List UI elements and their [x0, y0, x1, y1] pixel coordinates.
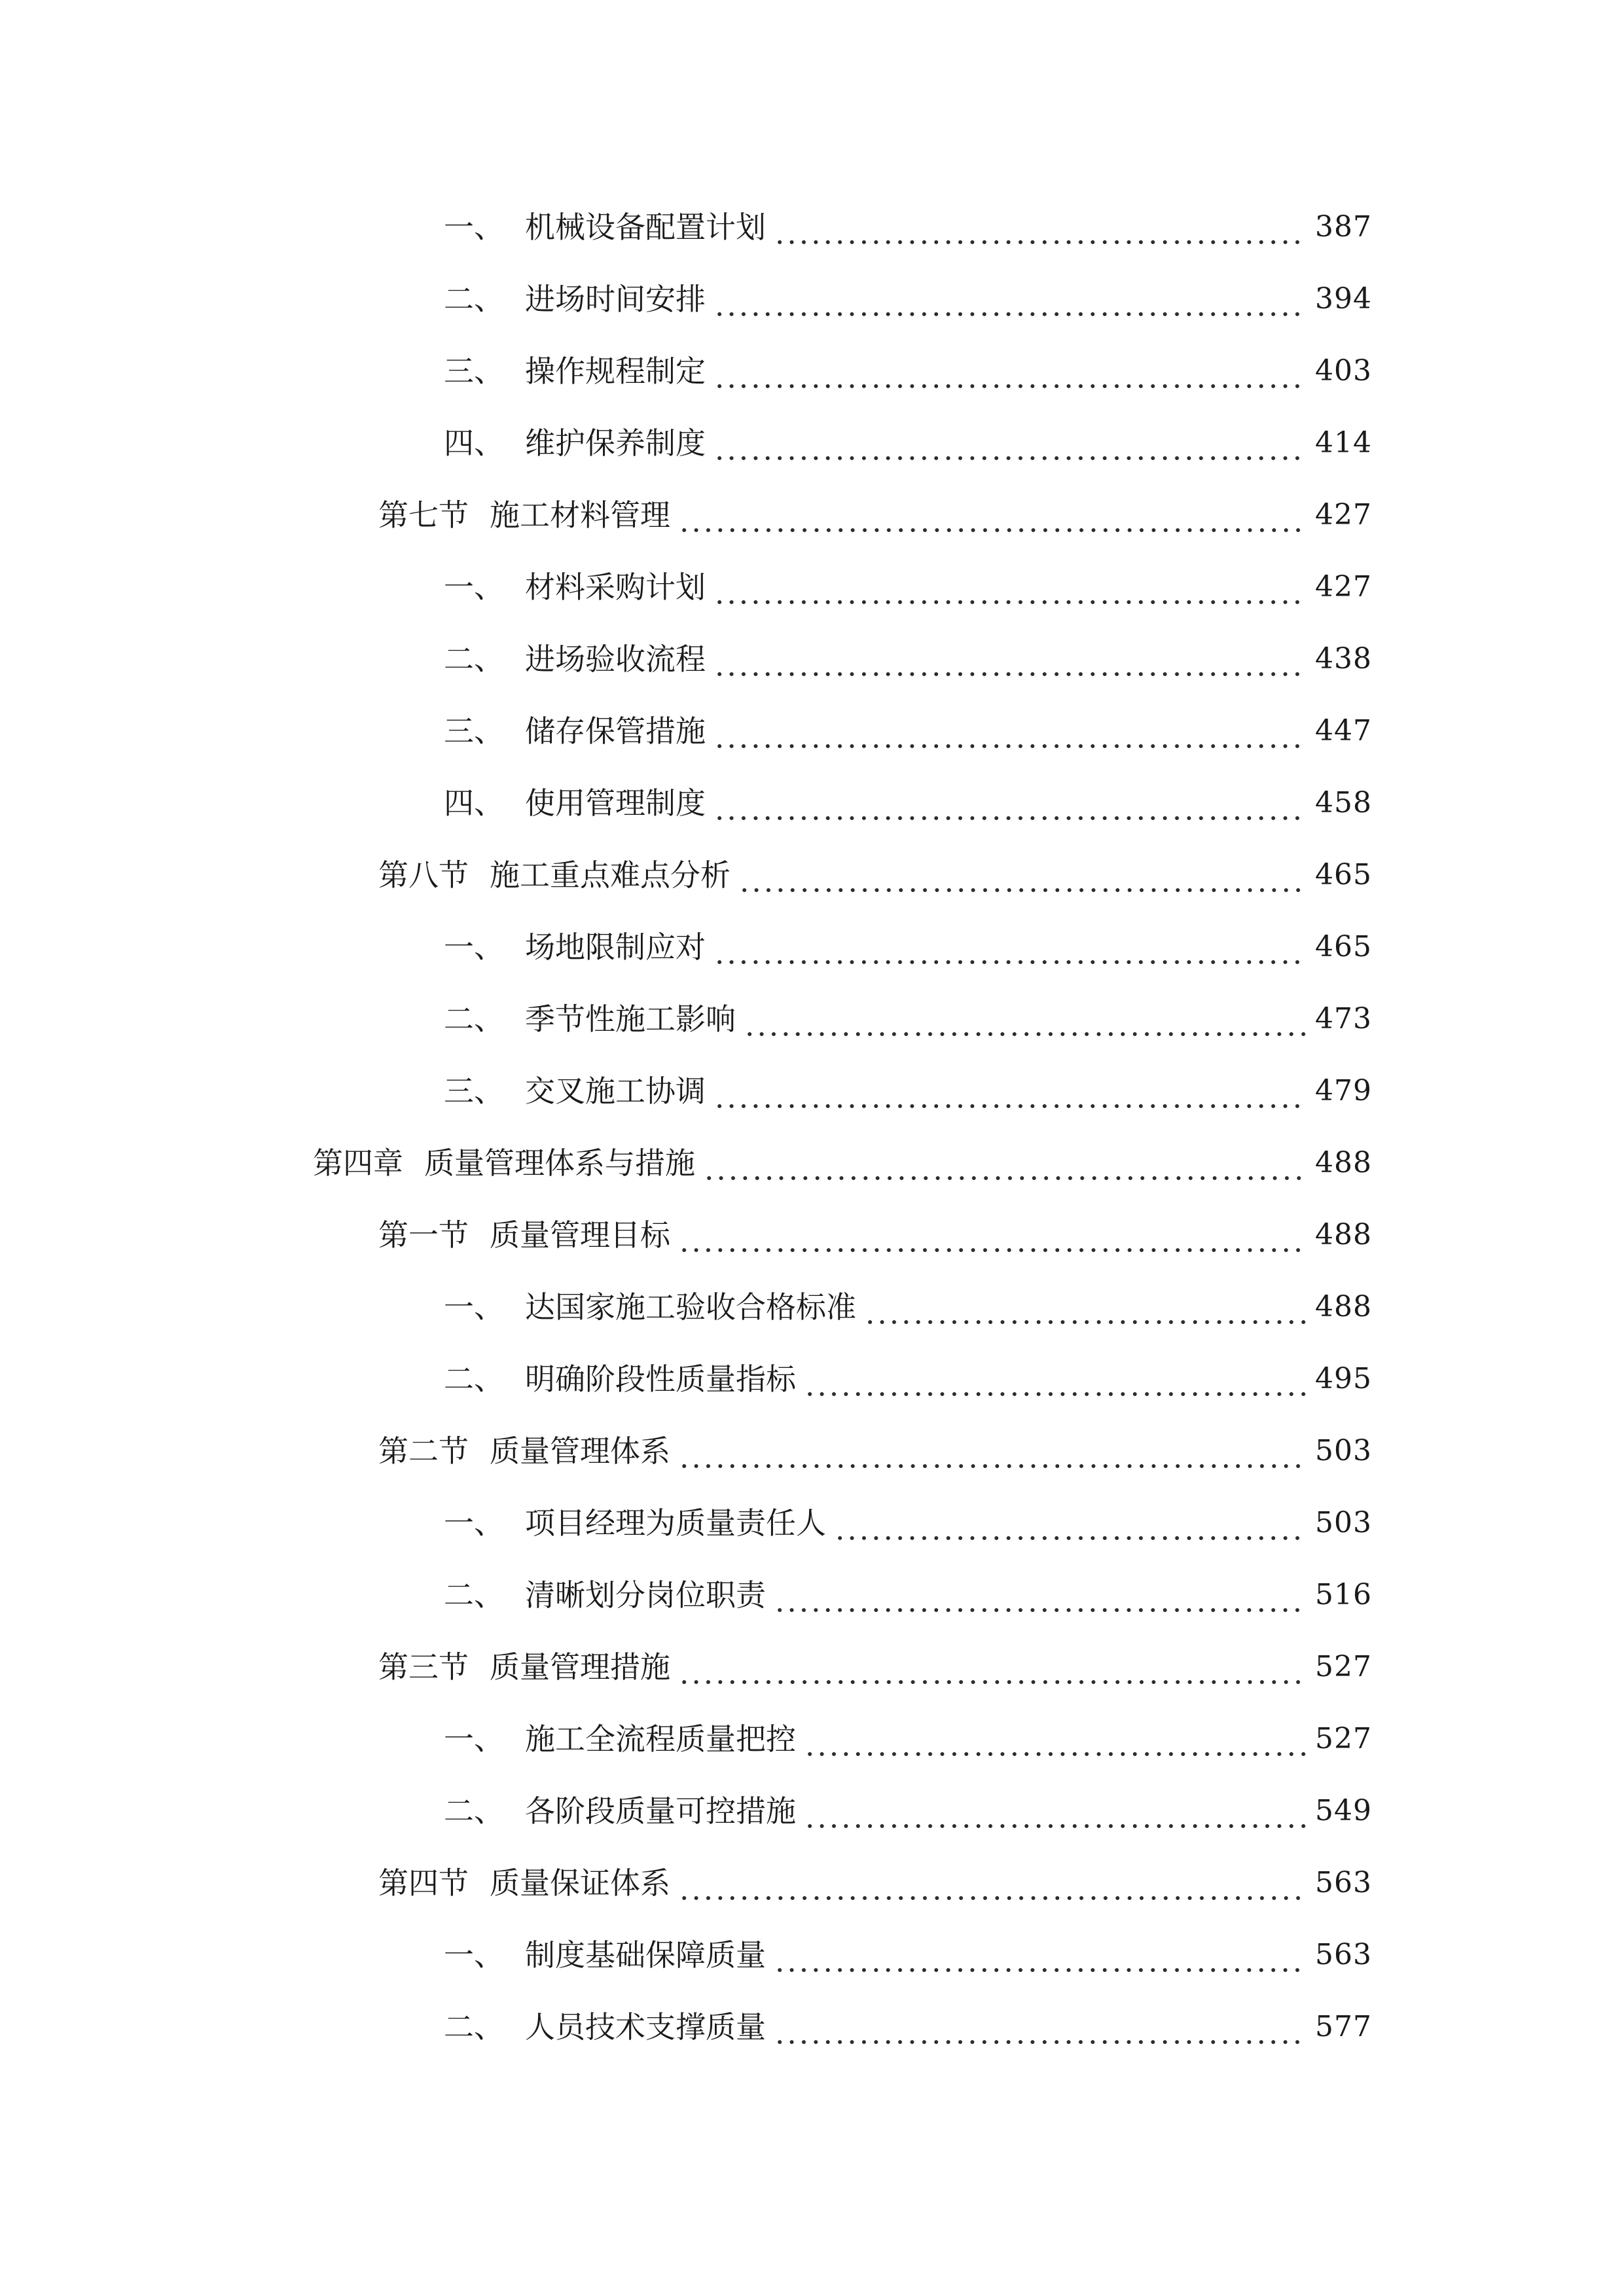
- dot-leader: [737, 849, 1307, 901]
- dot-leader: [772, 1929, 1307, 1981]
- toc-entry[interactable]: [444, 1785, 1372, 1837]
- toc-entry[interactable]: [444, 417, 1372, 469]
- dot-leader: [712, 633, 1307, 685]
- toc-entry-title: 清晰划分岗位职责: [525, 1577, 766, 1613]
- toc-entry[interactable]: [444, 633, 1372, 685]
- toc-entry-title: 施工重点难点分析: [490, 857, 731, 893]
- toc-entry-page: 473: [1315, 1002, 1372, 1035]
- toc-entry[interactable]: [378, 849, 1372, 901]
- toc-entry[interactable]: [444, 1065, 1372, 1117]
- toc-entry-title: 质量管理措施: [490, 1649, 670, 1685]
- dot-leader: [702, 1137, 1307, 1189]
- toc-entry[interactable]: [444, 1929, 1372, 1981]
- toc-entry-page: 495: [1315, 1362, 1372, 1395]
- toc-entry-page: 447: [1315, 714, 1372, 747]
- toc-entry-number: 一、: [444, 929, 504, 965]
- toc-entry-page: 427: [1315, 570, 1372, 603]
- toc-entry[interactable]: [378, 1425, 1372, 1477]
- toc-entry-title: 人员技术支撑质量: [525, 2009, 766, 2045]
- toc-entry-page: 403: [1315, 354, 1372, 387]
- toc-entry-number: 一、: [444, 1505, 504, 1541]
- dot-leader: [803, 1713, 1307, 1765]
- toc-entry[interactable]: [444, 921, 1372, 973]
- toc-entry-number: 一、: [444, 1721, 504, 1757]
- toc-entry[interactable]: [444, 705, 1372, 757]
- toc-entry-title: 储存保管措施: [525, 713, 706, 749]
- toc-entry-page: 563: [1315, 1938, 1372, 1971]
- dot-leader: [833, 1497, 1307, 1549]
- toc-entry-title: 维护保养制度: [525, 425, 706, 461]
- toc-entry-page: 516: [1315, 1578, 1372, 1611]
- dot-leader: [677, 1209, 1307, 1261]
- toc-entry-page: 577: [1315, 2010, 1372, 2043]
- dot-leader: [712, 1065, 1307, 1117]
- toc-entry-number: 二、: [444, 1793, 504, 1829]
- toc-entry-number: 一、: [444, 1289, 504, 1325]
- toc-entry-title: 交叉施工协调: [525, 1073, 706, 1109]
- toc-entry[interactable]: [378, 1857, 1372, 1909]
- toc-entry-number: 二、: [444, 281, 504, 317]
- toc-entry-page: 394: [1315, 282, 1372, 315]
- toc-entry-title: 项目经理为质量责任人: [525, 1505, 826, 1541]
- dot-leader: [677, 489, 1307, 541]
- toc-entry-page: 488: [1315, 1218, 1372, 1251]
- toc-entry-number: 四、: [444, 785, 504, 821]
- toc-entry-page: 427: [1315, 498, 1372, 531]
- toc-entry-number: 二、: [444, 641, 504, 677]
- toc-entry-title: 制度基础保障质量: [525, 1937, 766, 1973]
- toc-entry[interactable]: [444, 1569, 1372, 1621]
- toc-entry-number: 一、: [444, 1937, 504, 1973]
- dot-leader: [677, 1425, 1307, 1477]
- toc-entry-title: 机械设备配置计划: [525, 209, 766, 245]
- toc-entry-number: 第七节: [378, 497, 469, 533]
- toc-entry[interactable]: [378, 1641, 1372, 1693]
- toc-entry-page: 414: [1315, 426, 1372, 459]
- toc-entry[interactable]: [444, 561, 1372, 613]
- toc-entry-number: 第四节: [378, 1865, 469, 1901]
- toc-entry-title: 进场验收流程: [525, 641, 706, 677]
- toc-entry-page: 527: [1315, 1722, 1372, 1755]
- dot-leader: [803, 1353, 1307, 1405]
- toc-entry-number: 四、: [444, 425, 504, 461]
- toc-entry-number: 一、: [444, 569, 504, 605]
- toc-entry-title: 材料采购计划: [525, 569, 706, 605]
- toc-entry-number: 二、: [444, 2009, 504, 2045]
- toc-entry-page: 527: [1315, 1650, 1372, 1683]
- toc-entry[interactable]: [444, 1497, 1372, 1549]
- toc-entry-page: 465: [1315, 930, 1372, 963]
- toc-entry-number: 第三节: [378, 1649, 469, 1685]
- toc-entry[interactable]: [444, 2001, 1372, 2053]
- dot-leader: [712, 921, 1307, 973]
- toc-entry-title: 施工全流程质量把控: [525, 1721, 796, 1757]
- dot-leader: [677, 1857, 1307, 1909]
- toc-entry-number: 第一节: [378, 1217, 469, 1253]
- dot-leader: [712, 273, 1307, 325]
- dot-leader: [772, 2001, 1307, 2053]
- toc-entry-title: 各阶段质量可控措施: [525, 1793, 796, 1829]
- dot-leader: [712, 561, 1307, 613]
- toc-entry-page: 549: [1315, 1794, 1372, 1827]
- toc-entry-page: 488: [1315, 1146, 1372, 1179]
- toc-entry[interactable]: [444, 777, 1372, 829]
- toc-entry-title: 达国家施工验收合格标准: [525, 1289, 856, 1325]
- toc-entry-title: 使用管理制度: [525, 785, 706, 821]
- toc-entry[interactable]: [444, 1713, 1372, 1765]
- dot-leader: [712, 417, 1307, 469]
- toc-entry-number: 二、: [444, 1361, 504, 1397]
- toc-entry[interactable]: [444, 273, 1372, 325]
- toc-entry-title: 进场时间安排: [525, 281, 706, 317]
- dot-leader: [712, 777, 1307, 829]
- toc-entry-number: 第四章: [313, 1145, 403, 1181]
- toc-entry[interactable]: [444, 1281, 1372, 1333]
- toc-entry-page: 465: [1315, 858, 1372, 891]
- toc-entry-page: 479: [1315, 1074, 1372, 1107]
- toc-entry-page: 458: [1315, 786, 1372, 819]
- toc-entry-number: 一、: [444, 209, 504, 245]
- dot-leader: [772, 201, 1307, 253]
- dot-leader: [677, 1641, 1307, 1693]
- toc-entry[interactable]: [378, 489, 1372, 541]
- toc-entry-title: 质量管理体系: [490, 1433, 670, 1469]
- toc-entry[interactable]: [444, 345, 1372, 397]
- toc-entry-page: 563: [1315, 1866, 1372, 1899]
- dot-leader: [712, 705, 1307, 757]
- toc-entry-number: 第八节: [378, 857, 469, 893]
- toc-entry-number: 二、: [444, 1577, 504, 1613]
- toc-entry-page: 438: [1315, 642, 1372, 675]
- toc-entry-page: 503: [1315, 1434, 1372, 1467]
- toc-entry-page: 503: [1315, 1506, 1372, 1539]
- toc-entry-number: 二、: [444, 1001, 504, 1037]
- toc-entry[interactable]: [378, 1209, 1372, 1261]
- dot-leader: [712, 345, 1307, 397]
- toc-entry-title: 施工材料管理: [490, 497, 670, 533]
- toc-entry-number: 第二节: [378, 1433, 469, 1469]
- toc-entry[interactable]: [444, 201, 1372, 253]
- toc-entry-title: 质量管理目标: [490, 1217, 670, 1253]
- toc-entry-number: 三、: [444, 713, 504, 749]
- dot-leader: [863, 1281, 1307, 1333]
- toc-entry-title: 场地限制应对: [525, 929, 706, 965]
- dot-leader: [742, 993, 1307, 1045]
- toc-entry[interactable]: [444, 993, 1372, 1045]
- toc-entry-page: 387: [1315, 210, 1372, 243]
- toc-entry[interactable]: [313, 1137, 1372, 1189]
- toc-entry-page: 488: [1315, 1290, 1372, 1323]
- toc-entry-title: 操作规程制定: [525, 353, 706, 389]
- toc-entry-title: 明确阶段性质量指标: [525, 1361, 796, 1397]
- toc-entry[interactable]: [444, 1353, 1372, 1405]
- dot-leader: [772, 1569, 1307, 1621]
- toc-entry-number: 三、: [444, 1073, 504, 1109]
- dot-leader: [803, 1785, 1307, 1837]
- toc-entry-number: 三、: [444, 353, 504, 389]
- toc-entry-title: 质量保证体系: [490, 1865, 670, 1901]
- toc-entry-title: 季节性施工影响: [525, 1001, 736, 1037]
- toc-entry-title: 质量管理体系与措施: [424, 1145, 695, 1181]
